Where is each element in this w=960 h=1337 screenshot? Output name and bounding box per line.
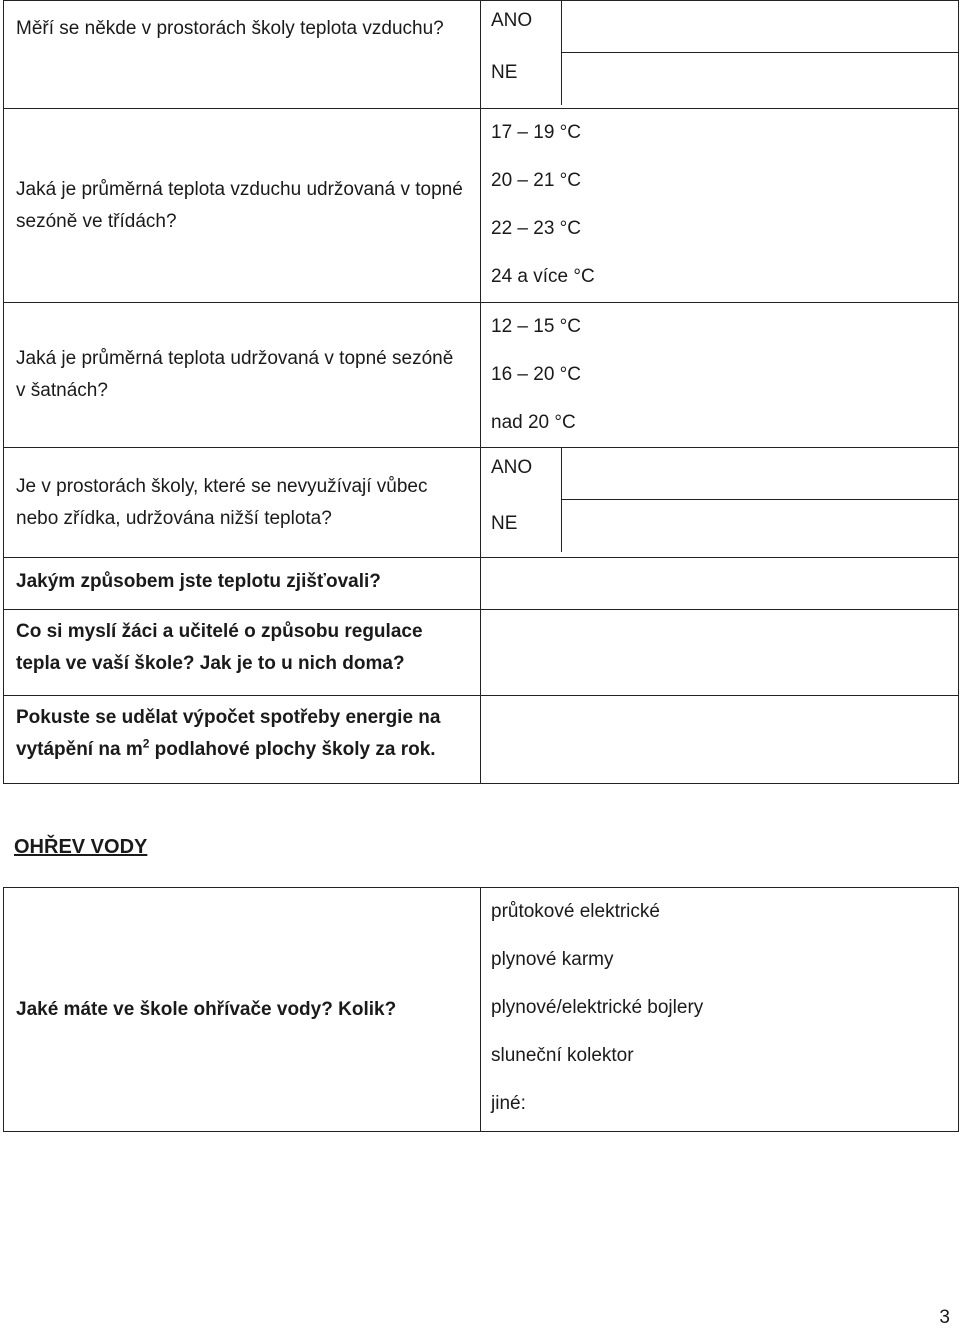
question-text: Co si myslí žáci a učitelé o způsobu regulace tepla ve vaší škole? Jak je to u nich doma?: [16, 621, 423, 674]
table-row: [4, 303, 959, 448]
option-row: [481, 500, 958, 556]
superscript: 2: [142, 736, 150, 751]
heating-questionnaire-table: [3, 0, 959, 784]
option-label: NE: [491, 62, 518, 83]
option-label: ANO: [491, 10, 533, 31]
question-text: Je v prostorách školy, které se nevyužívají vůbec nebo zřídka, udržována nižší teplota?: [16, 475, 428, 529]
answer-box[interactable]: [561, 448, 958, 500]
option-item[interactable]: jiné:: [491, 1093, 526, 1114]
question-text-part: Pokuste se udělat výpočet spotřeby energie na vytápění na m: [16, 707, 441, 760]
table-row: [4, 1, 959, 109]
answer-cell[interactable]: [481, 610, 959, 696]
option-item[interactable]: 12 – 15 °C: [491, 316, 581, 337]
option-item[interactable]: nad 20 °C: [491, 412, 576, 433]
option-label: ANO: [491, 457, 533, 478]
section-title: OHŘEV VODY: [14, 836, 148, 858]
page-number: 3: [939, 1307, 950, 1328]
option-item[interactable]: průtokové elektrické: [491, 901, 660, 922]
table-row: [4, 109, 959, 303]
question-text: Měří se někde v prostorách školy teplota vzduchu?: [16, 18, 444, 39]
option-item[interactable]: plynové karmy: [491, 949, 614, 970]
option-item[interactable]: sluneční kolektor: [491, 1045, 634, 1066]
answer-box[interactable]: [561, 53, 958, 105]
option-item[interactable]: 24 a více °C: [491, 266, 595, 287]
answer-cell[interactable]: [481, 696, 959, 784]
water-heating-table: [3, 887, 959, 1132]
option-item[interactable]: 22 – 23 °C: [491, 218, 581, 239]
question-text: Jakým způsobem jste teplotu zjišťovali?: [16, 571, 381, 592]
table-row: [4, 888, 959, 1132]
option-item[interactable]: 20 – 21 °C: [491, 170, 581, 191]
table-row: [4, 448, 959, 558]
option-item[interactable]: 16 – 20 °C: [491, 364, 581, 385]
option-row: [481, 53, 958, 105]
question-text: [4, 696, 480, 766]
answer-cell[interactable]: [481, 558, 959, 610]
question-text: Jaká je průměrná teplota vzduchu udržovaná v topné sezóně ve třídách?: [16, 178, 463, 232]
option-row: [481, 448, 958, 500]
question-text: Jaká je průměrná teplota udržovaná v topné sezóně v šatnách?: [16, 348, 454, 401]
table-row: [4, 696, 959, 784]
answer-box[interactable]: [561, 500, 958, 552]
question-text: Jaké máte ve škole ohřívače vody? Kolik?: [16, 998, 397, 1020]
answer-box[interactable]: [561, 1, 958, 53]
table-row: [4, 610, 959, 696]
option-label: NE: [491, 513, 518, 534]
option-item[interactable]: plynové/elektrické bojlery: [491, 997, 704, 1018]
option-item[interactable]: 17 – 19 °C: [491, 122, 581, 143]
option-row: [481, 1, 958, 53]
question-text-part: podlahové plochy školy za rok.: [149, 739, 436, 760]
table-row: [4, 558, 959, 610]
